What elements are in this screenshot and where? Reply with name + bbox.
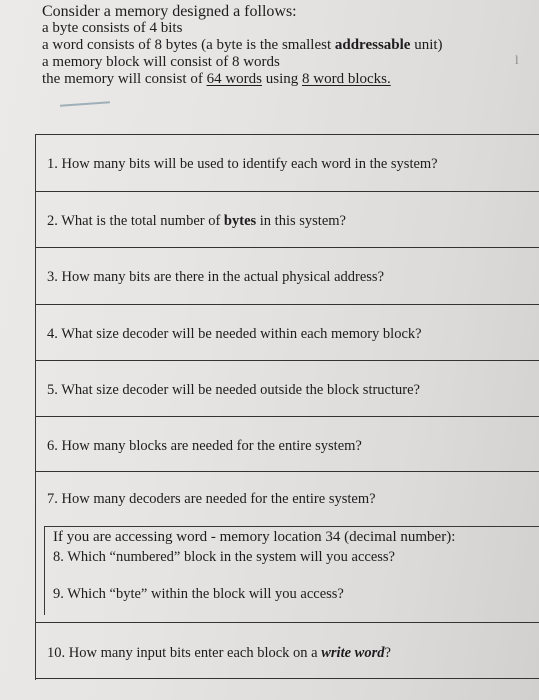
margin-mark: l: [515, 52, 519, 67]
question-table: [35, 134, 539, 680]
statement-line-memory: [42, 71, 512, 88]
statement-line-block: a memory block will consist of 8 words: [42, 54, 280, 70]
question-text: 2. What is the total number of: [47, 213, 224, 229]
question-6: 6. How many blocks are needed for the entire system?: [47, 438, 362, 454]
question-bold-bytes: bytes: [223, 213, 257, 229]
table-rule: [36, 304, 539, 305]
question-8: 8. Which “numbered” block in the system will you access?: [53, 549, 395, 565]
sub-question-heading: If you are accessing word - memory location 34 (decimal number):: [53, 529, 456, 545]
question-10: [47, 645, 391, 662]
table-rule: [36, 416, 539, 417]
question-7: 7. How many decoders are needed for the entire system?: [47, 491, 376, 507]
statement-underlined-words: 64 words: [206, 71, 262, 87]
statement-text: using: [261, 71, 302, 87]
statement-text: unit): [410, 37, 443, 53]
question-text: in this system?: [256, 213, 346, 229]
question-9: 9. Which “byte” within the block will you access?: [53, 586, 344, 602]
statement-line-word: [42, 37, 512, 54]
question-italic-write-word: write word: [321, 645, 385, 661]
question-3: 3. How many bits are there in the actual physical address?: [47, 269, 385, 285]
statement-text: a word consists of 8 bytes (a byte is the smallest: [42, 37, 335, 53]
table-rule: [36, 247, 539, 248]
question-text: ?: [384, 645, 391, 661]
table-rule: [36, 134, 539, 135]
problem-statement: [42, 3, 512, 88]
statement-underlined-blocks: 8 word blocks.: [302, 71, 391, 87]
question-4: 4. What size decoder will be needed within each memory block?: [47, 326, 422, 342]
pen-mark: [60, 101, 110, 106]
statement-bold-addressable: addressable: [334, 37, 411, 53]
table-rule: [36, 471, 539, 472]
question-5: 5. What size decoder will be needed outside the block structure?: [47, 382, 420, 398]
statement-line-byte: a byte consists of 4 bits: [42, 20, 183, 36]
table-rule: [36, 191, 539, 192]
question-text: 10. How many input bits enter each block on a: [47, 645, 322, 661]
question-1: 1. How many bits will be used to identify each word in the system?: [47, 156, 438, 172]
table-rule: [36, 360, 539, 361]
table-rule: [36, 678, 539, 679]
table-rule: [36, 622, 539, 623]
question-2: [47, 213, 346, 230]
statement-text: the memory will consist of: [42, 71, 207, 87]
statement-title: Consider a memory designed a follows:: [42, 3, 297, 20]
